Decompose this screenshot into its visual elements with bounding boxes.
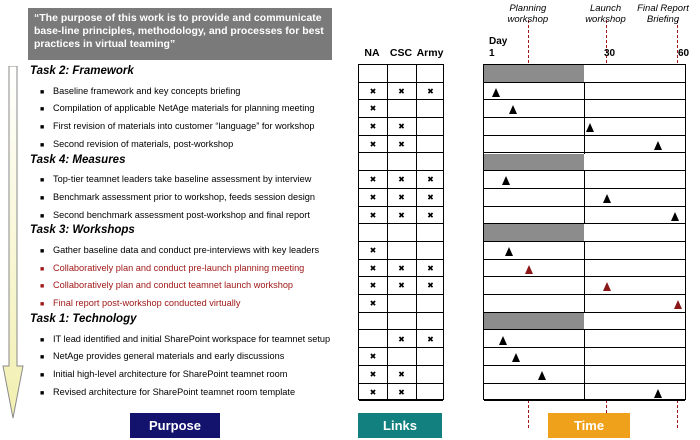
milestone-marker-icon [654,141,662,150]
day-tick-30: 30 [604,48,616,59]
milestone-marker-icon [509,105,517,114]
node-mark: ✖ [369,281,377,291]
milestone-marker-icon [538,371,546,380]
node-mark: ✖ [398,122,405,132]
time-row [484,83,685,101]
bullet-icon: ■ [40,389,45,397]
node-mark: ✖ [398,86,405,96]
bullet-icon: ■ [40,177,45,185]
milestone-label: Planning workshop [507,3,549,25]
links-label: Links [358,413,442,438]
task-item-label: Revised architecture for SharePoint teamnet room template [53,386,296,397]
nodes-row [359,65,443,83]
time-row [484,189,685,207]
milestone-marker-icon [512,353,520,362]
task-item [40,262,304,274]
node-mark: ✖ [427,210,434,220]
node-mark: ✖ [398,369,405,379]
time-row [484,313,685,331]
time-row [484,154,685,172]
milestone-marker-icon [674,300,682,309]
task-item-label: Collaboratively plan and conduct pre-launch planning meeting [53,262,305,273]
task-item-label: IT lead identified and initial SharePoint workspace for teamnet setup [53,333,331,344]
day-tick-60: 60 [678,48,690,59]
time-row [484,65,685,83]
task-item [40,191,315,203]
time-row [484,277,685,295]
bullet-icon: ■ [40,354,45,362]
milestone-marker-icon [654,389,662,398]
bullet-icon: ■ [40,194,45,202]
bullet-icon: ■ [40,265,45,273]
task-item [40,279,293,291]
task-item [40,209,310,221]
milestone-marker-icon [603,194,611,203]
node-mark: ✖ [398,263,405,273]
bullet-icon: ■ [40,336,45,344]
node-mark: ✖ [369,86,377,96]
task-title: Task 4: Measures [30,153,126,166]
column-csc: CSC [389,47,413,59]
task-item-label: Gather baseline data and conduct pre-interviews with key leaders [53,245,320,255]
task-item-label: Benchmark assessment prior to workshop, feeds session design [53,191,315,202]
node-mark: ✖ [369,387,377,397]
column-na: NA [364,47,380,59]
task-item [40,138,233,150]
task-title: Task 1: Technology [30,312,137,325]
node-mark: ✖ [427,86,434,96]
time-row [484,366,685,384]
purpose-quote: “The purpose of this work is to provide and communicate base-line principles, methodology, and processes for best practices in virtual teaming” [28,8,332,60]
bullet-icon: ■ [40,88,45,96]
time-row [484,171,685,189]
time-row [484,118,685,136]
task-item-label: Compilation of applicable NetAge materials for planning meeting [53,103,315,114]
node-mark: ✖ [427,334,434,344]
time-row [484,295,685,313]
nodes-row [359,154,443,172]
task-item-label: Second benchmark assessment post-workshop and final report [53,209,310,220]
task-item [40,173,311,185]
bullet-icon: ■ [40,212,45,220]
task-item-label: Top-tier teamnet leaders take baseline assessment by interview [53,174,312,185]
time-row [484,242,685,260]
task-item-label: First revision of materials into customer “language” for workshop [53,121,315,132]
node-mark: ✖ [369,299,377,309]
time-row [484,260,685,278]
task-item-label: Collaboratively plan and conduct teamnet launch workshop [53,280,294,291]
node-mark: ✖ [398,139,405,149]
milestone-marker-icon [671,212,679,221]
milestone-marker-icon [502,176,510,185]
node-mark: ✖ [369,175,377,185]
task-title: Task 3: Workshops [30,224,135,237]
nodes-grid [358,64,444,400]
task-item [40,386,295,398]
task-item-label: Final report post-workshop conducted virtually [53,298,241,309]
task-item-label: Initial high-level architecture for SharePoint teamnet room [53,368,288,379]
day-tick-1: 1 [489,48,495,59]
node-mark: ✖ [369,210,377,220]
day-label: Day [489,36,508,47]
purpose-label: Purpose [130,413,220,438]
purpose-arrow [0,66,26,422]
bullet-icon: ■ [40,141,45,149]
bullet-icon: ■ [40,371,45,379]
milestone-label: Final Report Briefing [637,3,689,25]
milestone-marker-icon [499,336,507,345]
task-title: Task 2: Framework [30,65,134,77]
node-mark: ✖ [427,192,434,202]
node-mark: ✖ [427,281,434,291]
node-mark: ✖ [369,192,377,202]
task-item [40,297,240,309]
node-mark: ✖ [398,281,405,291]
node-mark: ✖ [369,122,377,132]
milestone-label: Launch workshop [585,3,626,25]
nodes-row [359,313,443,331]
column-army: Army [416,47,444,59]
task-item-label: NetAge provides general materials and early discussions [53,351,285,362]
node-mark: ✖ [398,210,405,220]
milestone-marker-icon [492,88,500,97]
time-row [484,207,685,225]
node-mark: ✖ [369,263,377,273]
task-item [40,85,240,97]
node-mark: ✖ [369,352,377,362]
bullet-icon: ■ [40,106,45,114]
task-item [40,350,284,362]
node-mark: ✖ [427,263,434,273]
bullet-icon: ■ [40,124,45,132]
bullet-icon: ■ [40,301,45,309]
node-mark: ✖ [369,246,377,255]
node-mark: ✖ [398,334,405,344]
node-mark: ✖ [369,369,377,379]
task-item [40,368,287,380]
nodes-row [359,224,443,242]
milestone-marker-icon [525,265,533,274]
milestone-marker-icon [586,123,594,132]
task-item [40,244,319,256]
time-grid [483,64,686,400]
task-item-label: Second revision of materials, post-workshop [53,138,234,149]
node-mark: ✖ [398,387,405,397]
bullet-icon: ■ [40,283,45,291]
milestone-marker-icon [505,247,513,256]
bullet-icon: ■ [40,248,45,255]
node-mark: ✖ [369,139,377,149]
time-label: Time [548,413,630,438]
task-item [40,333,330,345]
nodes-header: Nodes [380,24,420,39]
node-mark: ✖ [427,175,434,185]
node-mark: ✖ [398,175,405,185]
node-mark: ✖ [369,104,377,114]
task-item [40,120,314,132]
milestone-marker-icon [603,282,611,291]
task-item-label: Baseline framework and key concepts briefing [53,85,241,96]
time-row [484,224,685,242]
node-mark: ✖ [398,192,405,202]
task-item [40,102,314,114]
time-row [484,331,685,349]
